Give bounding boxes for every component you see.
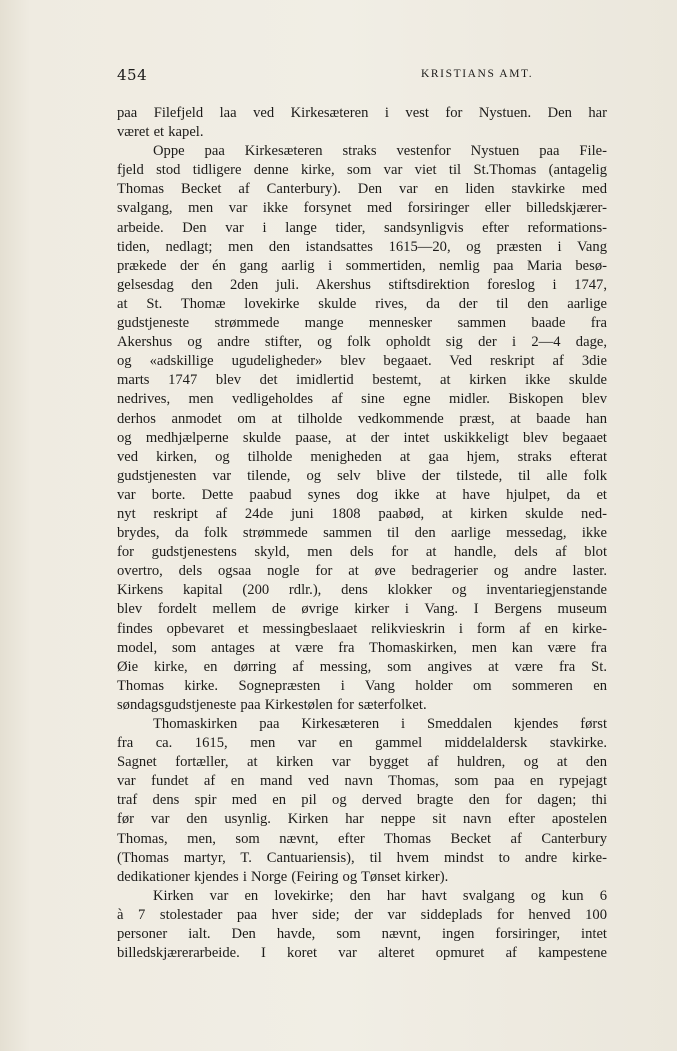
text-line: gelsesdag den 2den juli. Akershus stiftsdirektion foreslog i 1747,: [117, 276, 607, 293]
text-line: ved kirken, og tilholde menigheden at gaa hjem, straks efterat: [117, 448, 607, 465]
text-line: fjeld stod tidligere denne kirke, som var viet til St.Thomas (antagelig: [117, 162, 607, 179]
text-line: Øie kirke, en dørring af messing, som angives at være fra St.: [117, 658, 607, 675]
text-line: og «adskillige ugudeligheder» blev begaaet. Ved reskript af 3die: [117, 353, 607, 370]
text-line: blev fordelt mellem de øvrige kirker i Vang. I Bergens museum: [117, 601, 607, 618]
running-head: KRISTIANS AMT.: [421, 68, 534, 80]
text-line: Thomas Becket af Canterbury). Den var en liden stavkirke med: [117, 181, 607, 198]
text-line: Oppe paa Kirkesæteren straks vestenfor Nystuen paa File-: [153, 143, 607, 160]
text-line: Kirkens kapital (200 rdlr.), dens klokker og inventariegjenstande: [117, 582, 607, 599]
text-line: Thomas, men, som nævnt, efter Thomas Becket af Canterbury: [117, 830, 607, 847]
text-line: dedikationer kjendes i Norge (Feiring og Tønset kirker).: [117, 868, 449, 885]
text-line: model, som antages at være fra Thomaskirken, men kan være fra: [117, 639, 607, 656]
text-line: søndagsgudstjeneste paa Kirkestølen for sæterfolket.: [117, 696, 427, 713]
text-line: var fundet af en mand ved navn Thomas, som paa en rypejagt: [117, 773, 607, 790]
text-line: været et kapel.: [117, 124, 204, 141]
text-line: paa Filefjeld laa ved Kirkesæteren i vest for Nystuen. Den har: [117, 105, 607, 121]
text-line: Kirken var en lovekirke; den har havt svalgang og kun 6: [153, 887, 607, 904]
page-header: [117, 66, 609, 88]
text-line: nedrives, men vedligeholdes af sine egne midler. Biskopen blev: [117, 391, 607, 408]
text-line: for gudstjenestens skyld, men dels for at handle, dels af blot: [117, 544, 607, 561]
text-line: Akershus og andre stifter, og folk opholdt sig der i 2—4 dage,: [117, 334, 607, 351]
text-line: gudstjeneste strømmede mange mennesker sammen baade fra: [117, 315, 607, 332]
text-line: arbeide. Den var i lange tider, sandsynligvis efter reformations-: [117, 219, 607, 236]
text-line: og medhjælperne skulde paase, at der intet uskikkeligt blev begaaet: [117, 429, 607, 446]
body-text: [117, 104, 607, 963]
text-line: marts 1747 blev det imidlertid bestemt, at kirken ikke skulde: [117, 372, 607, 389]
text-line: brydes, da folk strømmede sammen til den aarlige messedag, ikke: [117, 525, 607, 542]
page-number: 454: [117, 66, 148, 84]
text-line: Thomaskirken paa Kirkesæteren i Smeddalen kjendes først: [153, 716, 607, 732]
text-line: (Thomas martyr, T. Cantuariensis), til hvem mindst to andre kirke-: [117, 849, 607, 866]
text-line: nyt reskript af 24de juni 1808 paabød, at kirken skulde ned-: [117, 505, 607, 522]
text-line: prækede der én gang aarlig i sommertiden, nemlig paa Maria besø-: [117, 257, 607, 274]
text-line: før var den usynlig. Kirken har neppe sit navn efter apostelen: [117, 811, 607, 828]
text-line: Thomas kirke. Sognepræsten i Vang holder om sommeren en: [117, 677, 607, 694]
text-line: billedskjærerarbeide. I koret var alteret opmuret af kampestene: [117, 945, 607, 962]
text-line: findes opbevaret et messingbeslaaet relikvieskrin i form af en kirke-: [117, 620, 607, 637]
text-line: tiden, nedlagt; men den istandsattes 1615—20, og præsten i Vang: [117, 238, 607, 255]
text-line: personer ialt. Den havde, som nævnt, ingen forsiringer, intet: [117, 926, 607, 943]
text-line: traf dens spir med en pil og derved bragte den for dagen; thi: [117, 792, 607, 809]
text-line: à 7 stolestader paa hver side; der var siddeplads for henved 100: [117, 906, 607, 923]
text-line: svalgang, men var ikke forsynet med forsiringer eller billedskjærer-: [117, 200, 607, 217]
text-line: fra ca. 1615, men var en gammel middelaldersk stavkirke.: [117, 735, 607, 752]
text-line: gudstjenesten var tilende, og selv blive der tilstede, til alle folk: [117, 467, 607, 484]
text-line: at St. Thomæ lovekirke skulde rives, da der til den aarlige: [117, 295, 607, 312]
text-line: derhos anmodet om at tilholde vedkommende præst, at baade han: [117, 410, 607, 427]
text-line: overtro, dels ogsaa nogle for at øve bedragerier og andre laster.: [117, 563, 607, 580]
text-line: var borte. Dette paabud synes dog ikke at have hjulpet, da et: [117, 486, 607, 503]
text-line: Sagnet fortæller, at kirken var bygget af huldren, og at den: [117, 754, 607, 771]
